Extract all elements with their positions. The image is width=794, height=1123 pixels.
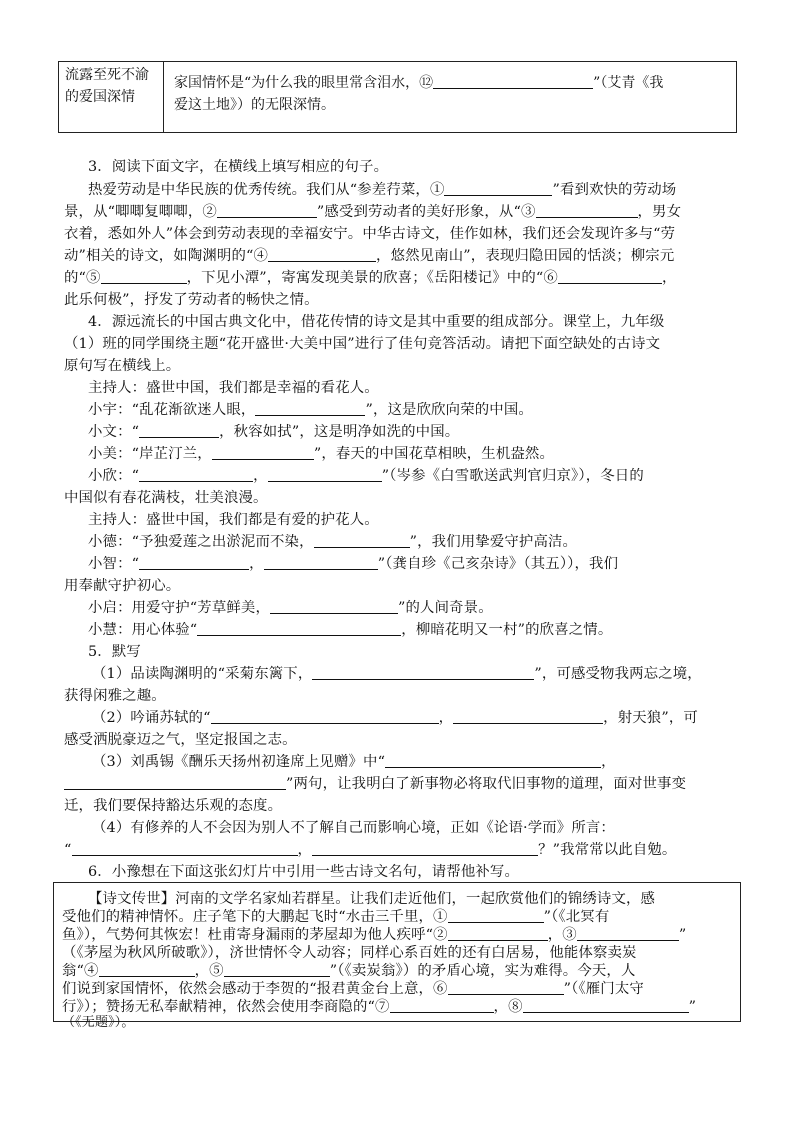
text: ，男女 (637, 204, 682, 220)
table-left-label: 流露至死不渝的爱国深情 (65, 67, 149, 105)
q4-host: 主持人：盛世中国，我们都是有爱的护花人。 (88, 512, 379, 528)
answer-blank[interactable] (99, 962, 195, 977)
answer-blank[interactable] (433, 74, 593, 89)
answer-blank[interactable] (255, 401, 365, 416)
text: 景，从“唧唧复唧唧，② (64, 204, 217, 220)
answer-blank[interactable] (139, 423, 219, 438)
cell-text: ”（艾青《我 (593, 75, 664, 91)
q3-line: 此乐何极”，抒发了劳动者的畅快之情。 (64, 292, 319, 308)
answer-blank[interactable] (558, 269, 662, 284)
answer-blank[interactable] (197, 621, 401, 636)
text: ，③ (547, 927, 577, 943)
text: 受他们的精神情怀。庄子笔下的大鹏起飞时“水击三千里，① (62, 909, 448, 925)
text: 动”相关的诗文，如陶渊明的“④ (64, 248, 269, 264)
answer-blank[interactable] (224, 962, 330, 977)
answer-blank[interactable] (536, 203, 638, 218)
table-right-cell (164, 62, 737, 133)
text: ， (601, 754, 616, 770)
q3-line (64, 266, 734, 287)
text: “ (64, 842, 72, 858)
q4-line: （1）班的同学围绕主题“花开盛世·大美中国”进行了佳句竞答活动。请把下面空缺处的古诗文 (64, 336, 661, 352)
text: 小启：用爱守护“芳草鲜美， (88, 600, 270, 616)
q4-line (88, 398, 758, 419)
q5-line (92, 662, 762, 683)
text: ，⑤ (194, 963, 224, 979)
answer-blank[interactable] (212, 445, 314, 460)
text: 小美：“岸芷汀兰， (88, 446, 212, 462)
q5-line: 感受洒脱豪迈之气，坚定报国之志。 (64, 732, 297, 748)
text: ”（《雁门太守 (563, 981, 644, 997)
text: （1）品读陶渊明的“采菊东篱下， (92, 666, 313, 682)
text: ， (253, 468, 268, 484)
text: ，下见小潭”，寄寓发现美景的欣喜；《岳阳楼记》中的“⑥ (186, 270, 558, 286)
q5-line (92, 750, 762, 771)
answer-blank[interactable] (448, 980, 564, 995)
q5-line (64, 838, 734, 859)
answer-blank[interactable] (453, 709, 603, 724)
q4-line (88, 552, 758, 573)
slide-box (53, 882, 741, 1030)
slide-line: （《茅屋为秋风所破歌》），济世情怀令人动容；同样心系百姓的还有白居易，他能体察卖炭 (62, 945, 637, 961)
q5-line: 获得闲雅之趣。 (64, 688, 166, 704)
q4-line: 中国似有春花满枝，壮美浪漫。 (64, 490, 268, 506)
text: ”（龚自珍《己亥杂诗》（其五）），我们 (377, 556, 619, 572)
answer-blank[interactable] (268, 247, 376, 262)
q4-line: 用奉献守护初心。 (64, 578, 181, 594)
q3-line (64, 200, 734, 221)
q4-line (88, 420, 758, 441)
text: ”，这是欣欣向荣的中国。 (365, 402, 533, 418)
answer-blank[interactable] (312, 841, 538, 856)
text: ？”我常常以此自勉。 (538, 842, 677, 858)
q5-line: （4）有修养的人不会因为别人不了解自己而影响心境，正如《论语·学而》所言： (92, 820, 615, 836)
answer-blank[interactable] (577, 926, 679, 941)
answer-blank[interactable] (444, 181, 552, 196)
text: ”，可感受物我两忘之境， (534, 666, 702, 682)
text: 们说到家国情怀，依然会感动于李贺的“报君黄金台上意，⑥ (62, 981, 448, 997)
table-row (59, 62, 737, 133)
answer-blank[interactable] (217, 203, 317, 218)
text: ”的人间奇景。 (398, 600, 493, 616)
text: 小欣：“ (88, 468, 140, 484)
text: ，秋容如拭”，这是明净如洗的中国。 (219, 424, 460, 440)
answer-blank[interactable] (72, 841, 298, 856)
q3-line: 衣着，悉如外人”体会到劳动表现的幸福安宁。中华古诗文，佳作如林，我们还会发现许多与“劳 (64, 226, 676, 242)
q4-heading: 4．源远流长的中国古典文化中，借花传情的诗文是其中重要的组成部分。课堂上，九年级 (88, 314, 665, 330)
text: ， (661, 270, 677, 286)
text: ，悠然见南山”，表现归隐田园的恬淡；柳宗元 (376, 248, 675, 264)
answer-blank[interactable] (312, 665, 534, 680)
text: 的“⑤ (64, 270, 101, 286)
slide-line: （《无题》）。 (62, 1015, 135, 1030)
q5-line: 迁，我们要保持豁达乐观的态度。 (64, 798, 283, 814)
text: 行》）；赞扬无私奉献精神，依然会使用李商隐的“⑦ (62, 999, 390, 1015)
text: （3）刘禹锡《酬乐天扬州初逢席上见赠》中“ (92, 754, 386, 770)
q4-line (88, 618, 758, 639)
q3-heading: 3．阅读下面文字，在横线上填写相应的句子。 (88, 159, 389, 175)
text: ， (297, 842, 313, 858)
text: 翁“④ (62, 963, 99, 979)
answer-blank[interactable] (139, 555, 249, 570)
text: 热爱劳动是中华民族的优秀传统。我们从“参差荇菜，① (88, 182, 445, 198)
text: ”（《北冥有 (543, 909, 610, 925)
text: ”，我们用挚爱守护高洁。 (409, 534, 578, 550)
q4-line (88, 464, 758, 485)
cell-text: 爱这土地》）的无限深情。 (174, 97, 335, 113)
q4-line (88, 596, 758, 617)
answer-blank[interactable] (211, 709, 439, 724)
top-table (58, 61, 737, 133)
text: 小宇：“乱花渐欲迷人眼， (88, 402, 256, 418)
text: 小慧：用心体验“ (88, 622, 198, 638)
text: ，射天狼”，可 (603, 710, 698, 726)
answer-blank[interactable] (270, 599, 398, 614)
answer-blank[interactable] (448, 908, 544, 923)
slide-line: 【诗文传世】河南的文学名家灿若群星。让我们走近他们，一起欣赏他们的锦绣诗文，感 (88, 891, 656, 907)
text: ”（《卖炭翁》）的矛盾心境，实为难得。今天，人 (329, 963, 636, 979)
text: ”两句，让我明白了新事物必将取代旧事物的道理，面对世事变 (286, 776, 687, 792)
q5-heading: 5．默写 (88, 644, 141, 660)
text: ， (438, 710, 454, 726)
text: ，柳暗花明又一村”的欣喜之情。 (401, 622, 613, 638)
text: ” (688, 999, 697, 1015)
answer-blank[interactable] (64, 775, 286, 790)
text: （2）吟诵苏轼的“ (92, 710, 211, 726)
text: ” (678, 927, 687, 943)
text: ”感受到劳动者的美好形象，从“③ (316, 204, 536, 220)
text: ，⑧ (493, 999, 523, 1015)
q5-line (64, 772, 734, 793)
text: ”看到欢快的劳动场 (552, 182, 677, 198)
answer-blank[interactable] (385, 753, 601, 768)
text: 小德：“予独爱莲之出淤泥而不染， (88, 534, 314, 550)
q4-host: 主持人：盛世中国，我们都是幸福的看花人。 (88, 380, 379, 396)
text: 小文：“ (88, 424, 140, 440)
q3-line (88, 178, 758, 199)
q4-line (88, 530, 758, 551)
text: ”，春天的中国花草相映，生机盎然。 (313, 446, 555, 462)
text: ， (249, 556, 264, 572)
answer-blank[interactable] (139, 467, 253, 482)
answer-blank[interactable] (101, 269, 187, 284)
answer-blank[interactable] (264, 555, 378, 570)
q5-line (92, 706, 762, 727)
q4-line (88, 442, 758, 463)
q6-heading: 6．小豫想在下面这张幻灯片中引用一些古诗文名句，请帮他补写。 (88, 864, 519, 880)
answer-blank[interactable] (268, 467, 382, 482)
table-left-cell (59, 62, 164, 133)
q4-line: 原句写在横线上。 (64, 358, 181, 374)
answer-blank[interactable] (314, 533, 410, 548)
text: ”（岑参《白雪歌送武判官归京》），冬日的 (381, 468, 644, 484)
answer-blank[interactable] (448, 926, 548, 941)
q3-line (64, 244, 734, 265)
cell-text: 家国情怀是“为什么我的眼里常含泪水，⑫ (174, 75, 434, 91)
text: 鱼》），气势何其恢宏！杜甫寄身漏雨的茅屋却为他人疾呼“② (62, 927, 448, 943)
text: 小智：“ (88, 556, 140, 572)
